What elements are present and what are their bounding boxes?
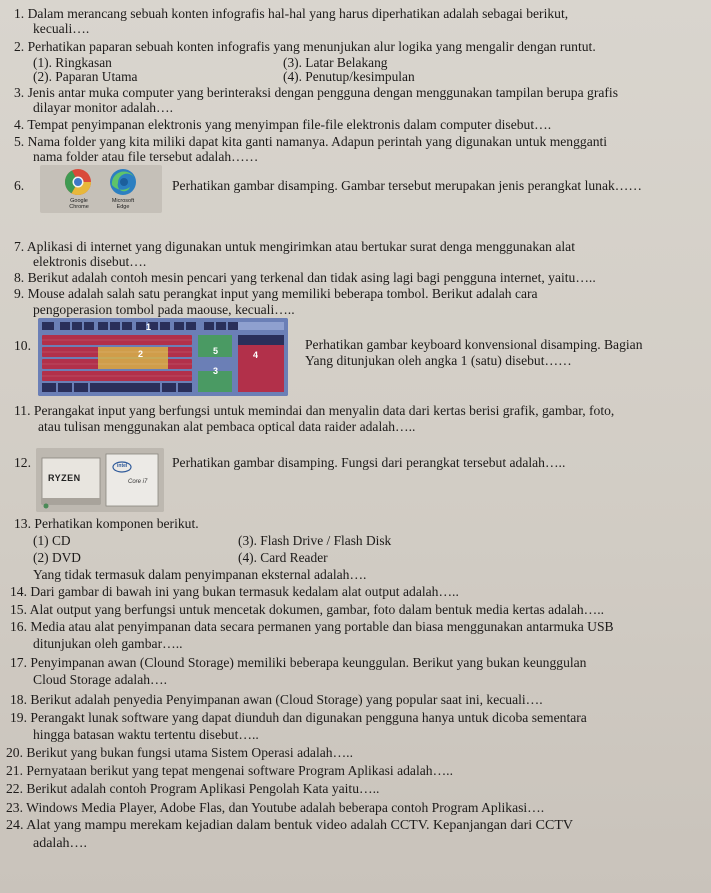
question-19-line-2: hingga batasan waktu tertentu disebut….. [33, 727, 259, 742]
question-18 [10, 692, 543, 707]
question-text: Perhatikan paparan sebuah konten infografis yang menunjukan alur logika yang mengalir dengan runtut. [27, 39, 596, 54]
question-number: 19. [10, 710, 27, 725]
question-3-line-2: dilayar monitor adalah…. [33, 100, 174, 115]
question-number: 1. [14, 6, 25, 21]
question-text: Berikut adalah contoh Program Aplikasi Pengolah Kata yaitu….. [26, 781, 380, 796]
question-5-line-2: nama folder atau file tersebut adalah…… [33, 149, 259, 164]
question-text: Penyimpanan awan (Clound Storage) memiliki beberapa keunggulan. Berikut yang bukan keunggulan [30, 655, 587, 670]
question-22 [6, 781, 379, 796]
question-12-text: Perhatikan gambar disamping. Fungsi dari perangkat tersebut adalah….. [172, 455, 566, 470]
ryzen-chip-icon [42, 458, 100, 509]
question-13-line-2: Yang tidak termasuk dalam penyimpanan eksternal adalah…. [33, 567, 367, 582]
question-number: 22. [6, 781, 23, 796]
browser-icons-image [40, 165, 162, 213]
question-number: 24. [6, 818, 24, 833]
question-11 [14, 403, 614, 418]
question-7 [14, 239, 575, 254]
question-7-line-2: elektronis disebut…. [33, 254, 147, 269]
question-4 [14, 117, 551, 132]
question-number: 5. [14, 134, 25, 149]
question-17-line-2: Cloud Storage adalah…. [33, 672, 168, 687]
question-number: 7. [14, 239, 25, 254]
keyboard-label-4: 4 [253, 350, 259, 360]
question-number: 21. [6, 763, 23, 778]
keyboard-label-3: 3 [213, 366, 219, 376]
question-11-line-2: atau tulisan menggunakan alat pembaca optical data raider adalah….. [38, 419, 416, 434]
option-2: (2) DVD [33, 550, 81, 565]
chrome-logo-icon [65, 169, 91, 195]
question-number: 8. [14, 270, 25, 285]
edge-label: Microsoft Edge [111, 198, 135, 210]
question-number: 11. [14, 403, 31, 418]
keyboard-svg [38, 318, 288, 396]
question-23 [6, 800, 544, 815]
question-10-line-2: Yang ditunjukan oleh angka 1 (satu) disebut…… [305, 353, 572, 368]
question-2 [14, 39, 596, 54]
question-text: Aplikasi di internet yang digunakan untuk mengirimkan atau bertukar surat denga menggunakan alat [26, 239, 575, 254]
question-12-number: 12. [14, 455, 31, 470]
question-number: 4. [14, 117, 25, 132]
question-1-line-2: kecuali…. [33, 21, 90, 36]
option-3: (3). Flash Drive / Flash Disk [238, 533, 392, 548]
question-number: 16. [10, 619, 27, 634]
question-text: Alat output yang berfungsi untuk mencetak dokumen, gambar, foto dalam bentuk media kertas adalah….. [29, 602, 605, 617]
ryzen-label: RYZEN [48, 473, 81, 483]
question-text: Perangakt lunak software yang dapat diunduh dan digunakan pengguna hanya untuk dicoba sementara [30, 710, 587, 725]
processor-image [36, 448, 164, 512]
question-15 [10, 602, 604, 617]
question-text: Alat yang mampu merekam kejadian dalam bentuk video adalah CCTV. Kepanjangan dari CCTV [26, 818, 573, 833]
option-3: (3). Latar Belakang [283, 55, 388, 70]
question-text: Berikut adalah penyedia Penyimpanan awan (Cloud Storage) yang popular saat ini, kecuali…. [30, 692, 543, 707]
question-9-line-2: pengoperasion tombol pada maouse, kecuali….. [33, 302, 295, 317]
question-10-number: 10. [14, 338, 31, 353]
question-13 [14, 516, 199, 531]
question-text: Dalam merancang sebuah konten infografis hal-hal yang harus diperhatikan adalah sebagai berikut, [27, 6, 569, 21]
option-1: (1). Ringkasan [33, 55, 112, 70]
question-text: Berikut yang bukan fungsi utama Sistem Operasi adalah….. [26, 745, 353, 760]
question-16-line-2: ditunjukan oleh gambar….. [33, 636, 183, 651]
question-5 [14, 134, 607, 149]
question-number: 15. [10, 602, 27, 617]
question-24 [6, 818, 573, 833]
core-i7-label: Core i7 [128, 479, 148, 485]
question-number: 20. [6, 745, 23, 760]
question-21 [6, 763, 453, 778]
intel-brand-label: intel [117, 463, 128, 469]
option-4: (4). Card Reader [238, 550, 328, 565]
question-number: 2. [14, 39, 25, 54]
keyboard-label-5: 5 [213, 346, 219, 356]
option-2: (2). Paparan Utama [33, 69, 138, 84]
question-19 [10, 710, 587, 725]
question-number: 14. [10, 584, 27, 599]
chrome-label: Google Chrome [69, 198, 89, 210]
question-text: Perangakat input yang berfungsi untuk memindai dan menyalin data dari kertas berisi grafik, gambar, foto, [33, 403, 615, 418]
question-text: Tempat penyimpanan elektronis yang menyimpan file-file elektronis dalam computer disebut…. [27, 117, 552, 132]
keyboard-label-2: 2 [138, 349, 144, 359]
question-24-line-2: adalah…. [33, 836, 88, 851]
question-9 [14, 286, 538, 301]
keyboard-image [38, 318, 288, 396]
question-10-text: Perhatikan gambar keyboard konvensional disamping. Bagian [305, 337, 643, 352]
question-text: Perhatikan komponen berikut. [34, 516, 199, 531]
question-number: 9. [14, 286, 25, 301]
option-1: (1) CD [33, 533, 71, 548]
option-4: (4). Penutup/kesimpulan [283, 69, 415, 84]
browser-icons-svg [40, 165, 162, 213]
question-text: Media atau alat penyimpanan data secara permanen yang portable dan biasa menggunakan antarmuka USB [30, 619, 614, 634]
question-20 [6, 745, 353, 760]
question-text: Dari gambar di bawah ini yang bukan termasuk kedalam alat output adalah….. [30, 584, 459, 599]
question-number: 17. [10, 655, 27, 670]
question-text: Windows Media Player, Adobe Flas, dan Youtube adalah beberapa contoh Program Aplikasi…. [26, 800, 545, 815]
question-3 [14, 85, 618, 100]
question-text: Mouse adalah salah satu perangkat input yang memiliki beberapa tombol. Berikut adalah cara [27, 286, 538, 301]
question-text: Jenis antar muka computer yang berinteraksi dengan pengguna dengan menggunakan tampilan berupa grafis [27, 85, 618, 100]
question-text: Nama folder yang kita miliki dapat kita ganti namanya. Adapun perintah yang digunakan untuk mengganti [27, 134, 608, 149]
question-number: 23. [6, 800, 23, 815]
question-number: 18. [10, 692, 27, 707]
question-number: 13. [14, 516, 31, 531]
question-6-text: Perhatikan gambar disamping. Gambar tersebut merupakan jenis perangkat lunak…… [172, 178, 642, 193]
question-8 [14, 270, 596, 285]
question-6-number: 6. [14, 178, 25, 193]
question-17 [10, 655, 586, 670]
question-text: Berikut adalah contoh mesin pencari yang terkenal dan tidak asing lagi bagi pengguna internet, yaitu….. [27, 270, 596, 285]
edge-logo-icon [110, 169, 136, 195]
question-1 [14, 6, 568, 21]
question-text: Pernyataan berikut yang tepat mengenai software Program Aplikasi adalah….. [26, 763, 453, 778]
keyboard-label-1: 1 [146, 322, 152, 332]
question-number: 3. [14, 85, 25, 100]
question-14 [10, 584, 459, 599]
question-16 [10, 619, 614, 634]
